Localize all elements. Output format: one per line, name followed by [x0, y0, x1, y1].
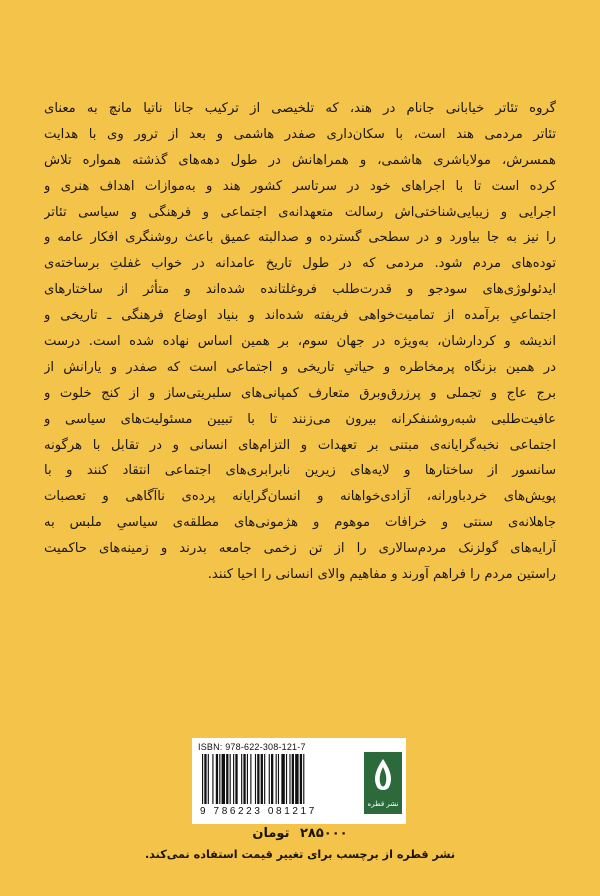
blurb-line: تئاتر مردمی هند است، با سکان‌داری صفدر هاشمی و بعد از ترور وی با هدایت	[44, 126, 556, 142]
blurb-line: در همین بزنگاه پرمخاطره و حیاتیِ تاریخی و اجتماعی است که صفدر و یارانش از	[44, 359, 556, 375]
barcode-icon	[200, 754, 360, 804]
publisher-logo-icon	[369, 757, 397, 797]
blurb-line: همسرش، مولایاشری هاشمی، و همراهانش در طول دهه‌های گذشته همواره تلاش	[44, 152, 556, 168]
barcode-digits: 9 786223 081217	[200, 806, 317, 817]
blurb-line: گروه تئاتر خیابانی جانام در هند، که تلخیصی از ترکیب جانا ناتیا مانچ به معنای	[44, 101, 556, 116]
blurb-line: را نیز به جا بیاورد و در سطحی گسترده و صدالبته عمیق باعث روشنگری افکار عامه و	[44, 230, 556, 246]
blurb-line: عافیت‌طلبی شبه‌روشنفکرانه بیرون می‌زنند تا با تبیین مسئولیت‌های سیاسی و	[44, 411, 556, 427]
barcode-label	[192, 738, 406, 824]
blurb-line: اجرایی و زیبایی‌شناختی‌اش رسالت متعهدانه‌ی اجتماعی و فرهنگی و سیاسی تئاتر	[44, 204, 556, 220]
blurb-line: ایدئولوژی‌های سودجو و قدرت‌طلب فروغلتانده شده‌اند و متأثر از ساختارهای	[44, 282, 556, 298]
blurb-line: آرایه‌های گولزنک مردم‌سالاری را از تن زخمی جامعه بدرند و زمینه‌های حاکمیت	[44, 541, 556, 557]
price-notice: نشر قطره از برچسب برای تغییر قیمت استفاده نمی‌کند.	[144, 848, 456, 861]
price-unit: تومان	[252, 826, 290, 841]
blurb-line: اجتماعیِ برآمده از تمامیت‌خواهی فریفته شده‌اند و بنیاد اوضاع فرهنگی ـ تاریخی و	[44, 308, 556, 324]
blurb-line: کرده است تا با اجراهای خود در سرتاسر کشور هند و به‌موازات اهداف هنری و	[44, 178, 556, 194]
blurb-line: توده‌های مردم شود. مردمی که در طول تاریخ عامدانه در خواب غفلتِ برساخته‌ی	[44, 256, 556, 272]
publisher-logo	[364, 752, 402, 814]
blurb-line: جاهلانه‌ی سنتی و خرافات موهوم و هژمونی‌های مطلقه‌ی سیاسیِ ملبس به	[44, 515, 556, 531]
blurb-line: برج عاج و تجملی و پرزرق‌وبرق متعارف کمپانی‌های سلبریتی‌ساز و از کنج خلوت و	[44, 385, 556, 401]
blurb-line: اندیشه و کردارشان، به‌ویژه در جهان سوم، بر همین اساس نهاده شده است. درست	[44, 334, 556, 350]
price	[212, 826, 388, 841]
blurb-line: اجتماعی نخبه‌گرایانه‌ی مبتنی بر تعهدات و التزام‌های انسانی و در تقابل با هرگونه	[44, 437, 556, 453]
price-amount: ۲۸۵۰۰۰	[299, 826, 348, 841]
publisher-logo-label: نشر قطره	[367, 800, 399, 808]
blurb-text	[44, 96, 556, 588]
blurb-line: پویش‌های خردباورانه، آزادی‌خواهانه و انسان‌گرایانه پرده‌ی ناآگاهی و تعصبات	[44, 489, 556, 505]
isbn-text: ISBN: 978-622-308-121-7	[198, 742, 306, 752]
blurb-line: سانسور از ساختارها و لایه‌های زیرین نابرابری‌های اجتماعی انتقاد کنند و با	[44, 463, 556, 479]
blurb-line: راستین مردم را فراهم آورند و مفاهیم والای انسانی را احیا کنند.	[207, 567, 556, 583]
